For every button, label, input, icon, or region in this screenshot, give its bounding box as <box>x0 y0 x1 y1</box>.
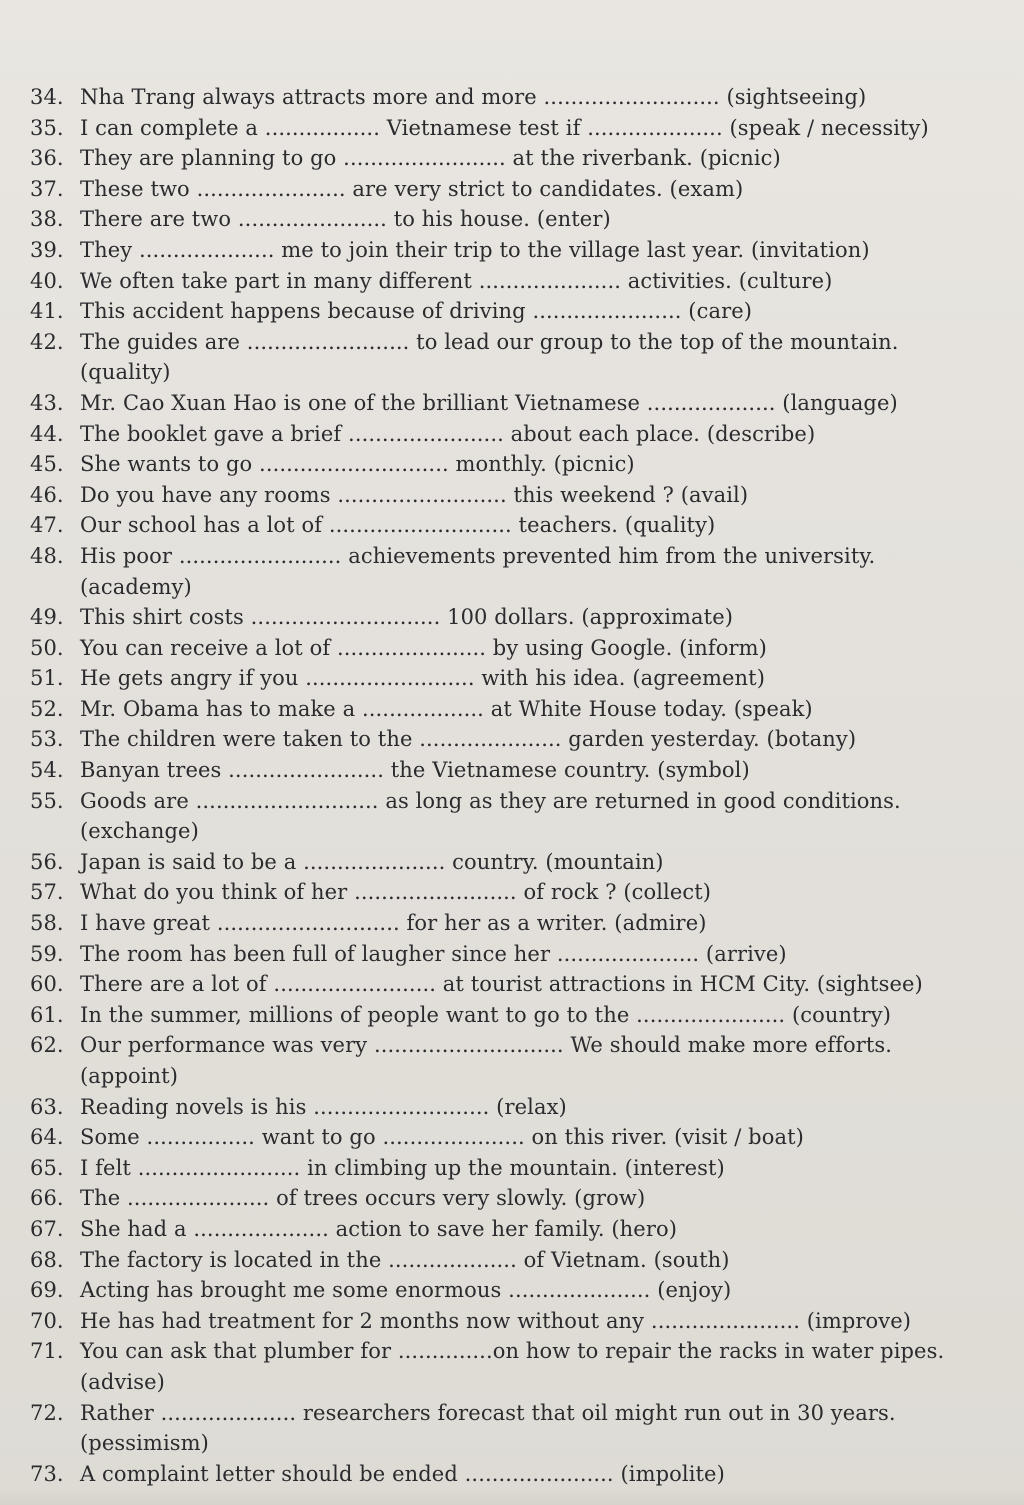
list-item <box>30 266 1010 297</box>
item-text: You can receive a lot of ...................... by using Google. (inform) <box>80 635 767 660</box>
item-text: A complaint letter should be ended ...................... (impolite) <box>80 1461 725 1486</box>
item-number: 41. <box>30 299 64 324</box>
item-text: Japan is said to be a ..................... country. (mountain) <box>80 849 664 874</box>
list-item <box>30 663 1010 694</box>
item-hint: (academy) <box>80 574 192 599</box>
item-number: 56. <box>30 849 64 874</box>
list-item <box>30 419 1010 450</box>
item-number: 70. <box>30 1308 64 1333</box>
list-item <box>30 969 1010 1000</box>
item-text: Our performance was very ............................ We should make more efforts. <box>80 1033 893 1058</box>
list-item <box>30 388 1010 419</box>
item-number: 72. <box>30 1400 64 1425</box>
list-item <box>30 82 1010 113</box>
item-number: 52. <box>30 696 64 721</box>
item-number: 73. <box>30 1461 64 1486</box>
list-item <box>30 1092 1010 1123</box>
list-item <box>30 1336 1010 1397</box>
item-number: 55. <box>30 788 64 813</box>
item-text: We often take part in many different ..................... activities. (culture) <box>80 268 833 293</box>
list-item <box>30 235 1010 266</box>
item-hint: (pessimism) <box>80 1431 209 1456</box>
item-text: The factory is located in the ................... of Vietnam. (south) <box>80 1247 730 1272</box>
item-text: This accident happens because of driving ...................... (care) <box>80 299 753 324</box>
item-number: 62. <box>30 1033 64 1058</box>
exercise-list <box>30 82 1010 1489</box>
list-item <box>30 1122 1010 1153</box>
item-text: She wants to go ............................ monthly. (picnic) <box>80 452 635 477</box>
item-text: These two ...................... are very strict to candidates. (exam) <box>80 176 744 201</box>
list-item <box>30 174 1010 205</box>
item-text: They .................... me to join their trip to the village last year. (invitation) <box>80 237 870 262</box>
item-number: 44. <box>30 421 64 446</box>
item-number: 42. <box>30 329 64 354</box>
item-text: You can ask that plumber for ..............on how to repair the racks in water pipes. <box>80 1339 945 1364</box>
item-text: Do you have any rooms ......................... this weekend ? (avail) <box>80 482 749 507</box>
item-number: 39. <box>30 237 64 262</box>
list-item <box>30 724 1010 755</box>
item-text: Reading novels is his .......................... (relax) <box>80 1094 567 1119</box>
list-item <box>30 113 1010 144</box>
list-item <box>30 143 1010 174</box>
item-number: 47. <box>30 513 64 538</box>
item-number: 59. <box>30 941 64 966</box>
list-item <box>30 1214 1010 1245</box>
item-number: 66. <box>30 1186 64 1211</box>
list-item <box>30 1459 1010 1490</box>
item-number: 50. <box>30 635 64 660</box>
item-text: Rather .................... researchers forecast that oil might run out in 30 years. <box>80 1400 896 1425</box>
item-text: They are planning to go ........................ at the riverbank. (picnic) <box>80 146 781 171</box>
list-item <box>30 847 1010 878</box>
item-text: I have great ........................... for her as a writer. (admire) <box>80 911 707 936</box>
item-number: 48. <box>30 543 64 568</box>
item-hint: (quality) <box>80 360 171 385</box>
list-item <box>30 939 1010 970</box>
item-text: Goods are ........................... as long as they are returned in good conditions. <box>80 788 901 813</box>
item-text: Our school has a lot of ........................... teachers. (quality) <box>80 513 716 538</box>
item-number: 61. <box>30 1002 64 1027</box>
item-text: The children were taken to the ..................... garden yesterday. (botany) <box>80 727 857 752</box>
list-item <box>30 786 1010 847</box>
item-number: 58. <box>30 911 64 936</box>
list-item <box>30 1398 1010 1459</box>
item-text: Mr. Cao Xuan Hao is one of the brilliant Vietnamese ................... (language) <box>80 390 898 415</box>
item-number: 40. <box>30 268 64 293</box>
item-hint: (exchange) <box>80 819 199 844</box>
list-item <box>30 877 1010 908</box>
item-text: I felt ........................ in climbing up the mountain. (interest) <box>80 1155 725 1180</box>
list-item <box>30 1000 1010 1031</box>
item-number: 54. <box>30 758 64 783</box>
list-item <box>30 602 1010 633</box>
item-number: 64. <box>30 1125 64 1150</box>
item-text: Banyan trees ....................... the Vietnamese country. (symbol) <box>80 758 750 783</box>
item-text: What do you think of her ........................ of rock ? (collect) <box>80 880 712 905</box>
item-number: 35. <box>30 115 64 140</box>
item-text: The booklet gave a brief ....................... about each place. (describe) <box>80 421 816 446</box>
item-text: There are two ...................... to his house. (enter) <box>80 207 611 232</box>
item-text: Some ................ want to go ..................... on this river. (visit / boat) <box>80 1125 804 1150</box>
list-item <box>30 908 1010 939</box>
item-text: The ..................... of trees occurs very slowly. (grow) <box>80 1186 646 1211</box>
item-number: 60. <box>30 972 64 997</box>
list-item <box>30 510 1010 541</box>
item-number: 69. <box>30 1278 64 1303</box>
item-number: 65. <box>30 1155 64 1180</box>
list-item <box>30 1030 1010 1091</box>
list-item <box>30 204 1010 235</box>
item-text: She had a .................... action to save her family. (hero) <box>80 1216 678 1241</box>
item-number: 37. <box>30 176 64 201</box>
list-item <box>30 541 1010 602</box>
list-item <box>30 1245 1010 1276</box>
list-item <box>30 1306 1010 1337</box>
list-item <box>30 296 1010 327</box>
item-number: 53. <box>30 727 64 752</box>
item-hint: (advise) <box>80 1369 165 1394</box>
item-number: 51. <box>30 666 64 691</box>
list-item <box>30 694 1010 725</box>
list-item <box>30 1275 1010 1306</box>
item-text: There are a lot of ........................ at tourist attractions in HCM City. (sightsee) <box>80 972 923 997</box>
item-text: He has had treatment for 2 months now without any ...................... (improve) <box>80 1308 912 1333</box>
item-number: 57. <box>30 880 64 905</box>
item-text: He gets angry if you ......................... with his idea. (agreement) <box>80 666 766 691</box>
item-number: 71. <box>30 1339 64 1364</box>
list-item <box>30 327 1010 388</box>
item-hint: (appoint) <box>80 1064 179 1088</box>
item-text: This shirt costs ............................ 100 dollars. (approximate) <box>80 605 734 630</box>
item-number: 34. <box>30 85 64 109</box>
list-item <box>30 449 1010 480</box>
item-text: Mr. Obama has to make a .................. at White House today. (speak) <box>80 696 813 721</box>
item-text: The guides are ........................ to lead our group to the top of the mountain. <box>80 329 899 354</box>
item-number: 36. <box>30 146 64 171</box>
item-text: His poor ........................ achievements prevented him from the university. <box>80 543 876 568</box>
item-text: Acting has brought me some enormous ..................... (enjoy) <box>80 1278 732 1303</box>
item-text: I can complete a ................. Vietnamese test if .................... (speak / necessity) <box>80 115 929 140</box>
item-number: 49. <box>30 605 64 630</box>
list-item <box>30 633 1010 664</box>
item-text: Nha Trang always attracts more and more .......................... (sightseeing) <box>80 85 867 109</box>
item-number: 67. <box>30 1216 64 1241</box>
item-number: 43. <box>30 390 64 415</box>
item-number: 68. <box>30 1247 64 1272</box>
item-number: 46. <box>30 482 64 507</box>
list-item <box>30 755 1010 786</box>
item-number: 45. <box>30 452 64 477</box>
list-item <box>30 480 1010 511</box>
list-item <box>30 1183 1010 1214</box>
item-text: In the summer, millions of people want to go to the ...................... (country) <box>80 1002 892 1027</box>
list-item <box>30 1153 1010 1184</box>
page-bottom-shadow <box>0 1487 1024 1505</box>
item-number: 63. <box>30 1094 64 1119</box>
item-text: The room has been full of laugher since her ..................... (arrive) <box>80 941 787 966</box>
item-number: 38. <box>30 207 64 232</box>
